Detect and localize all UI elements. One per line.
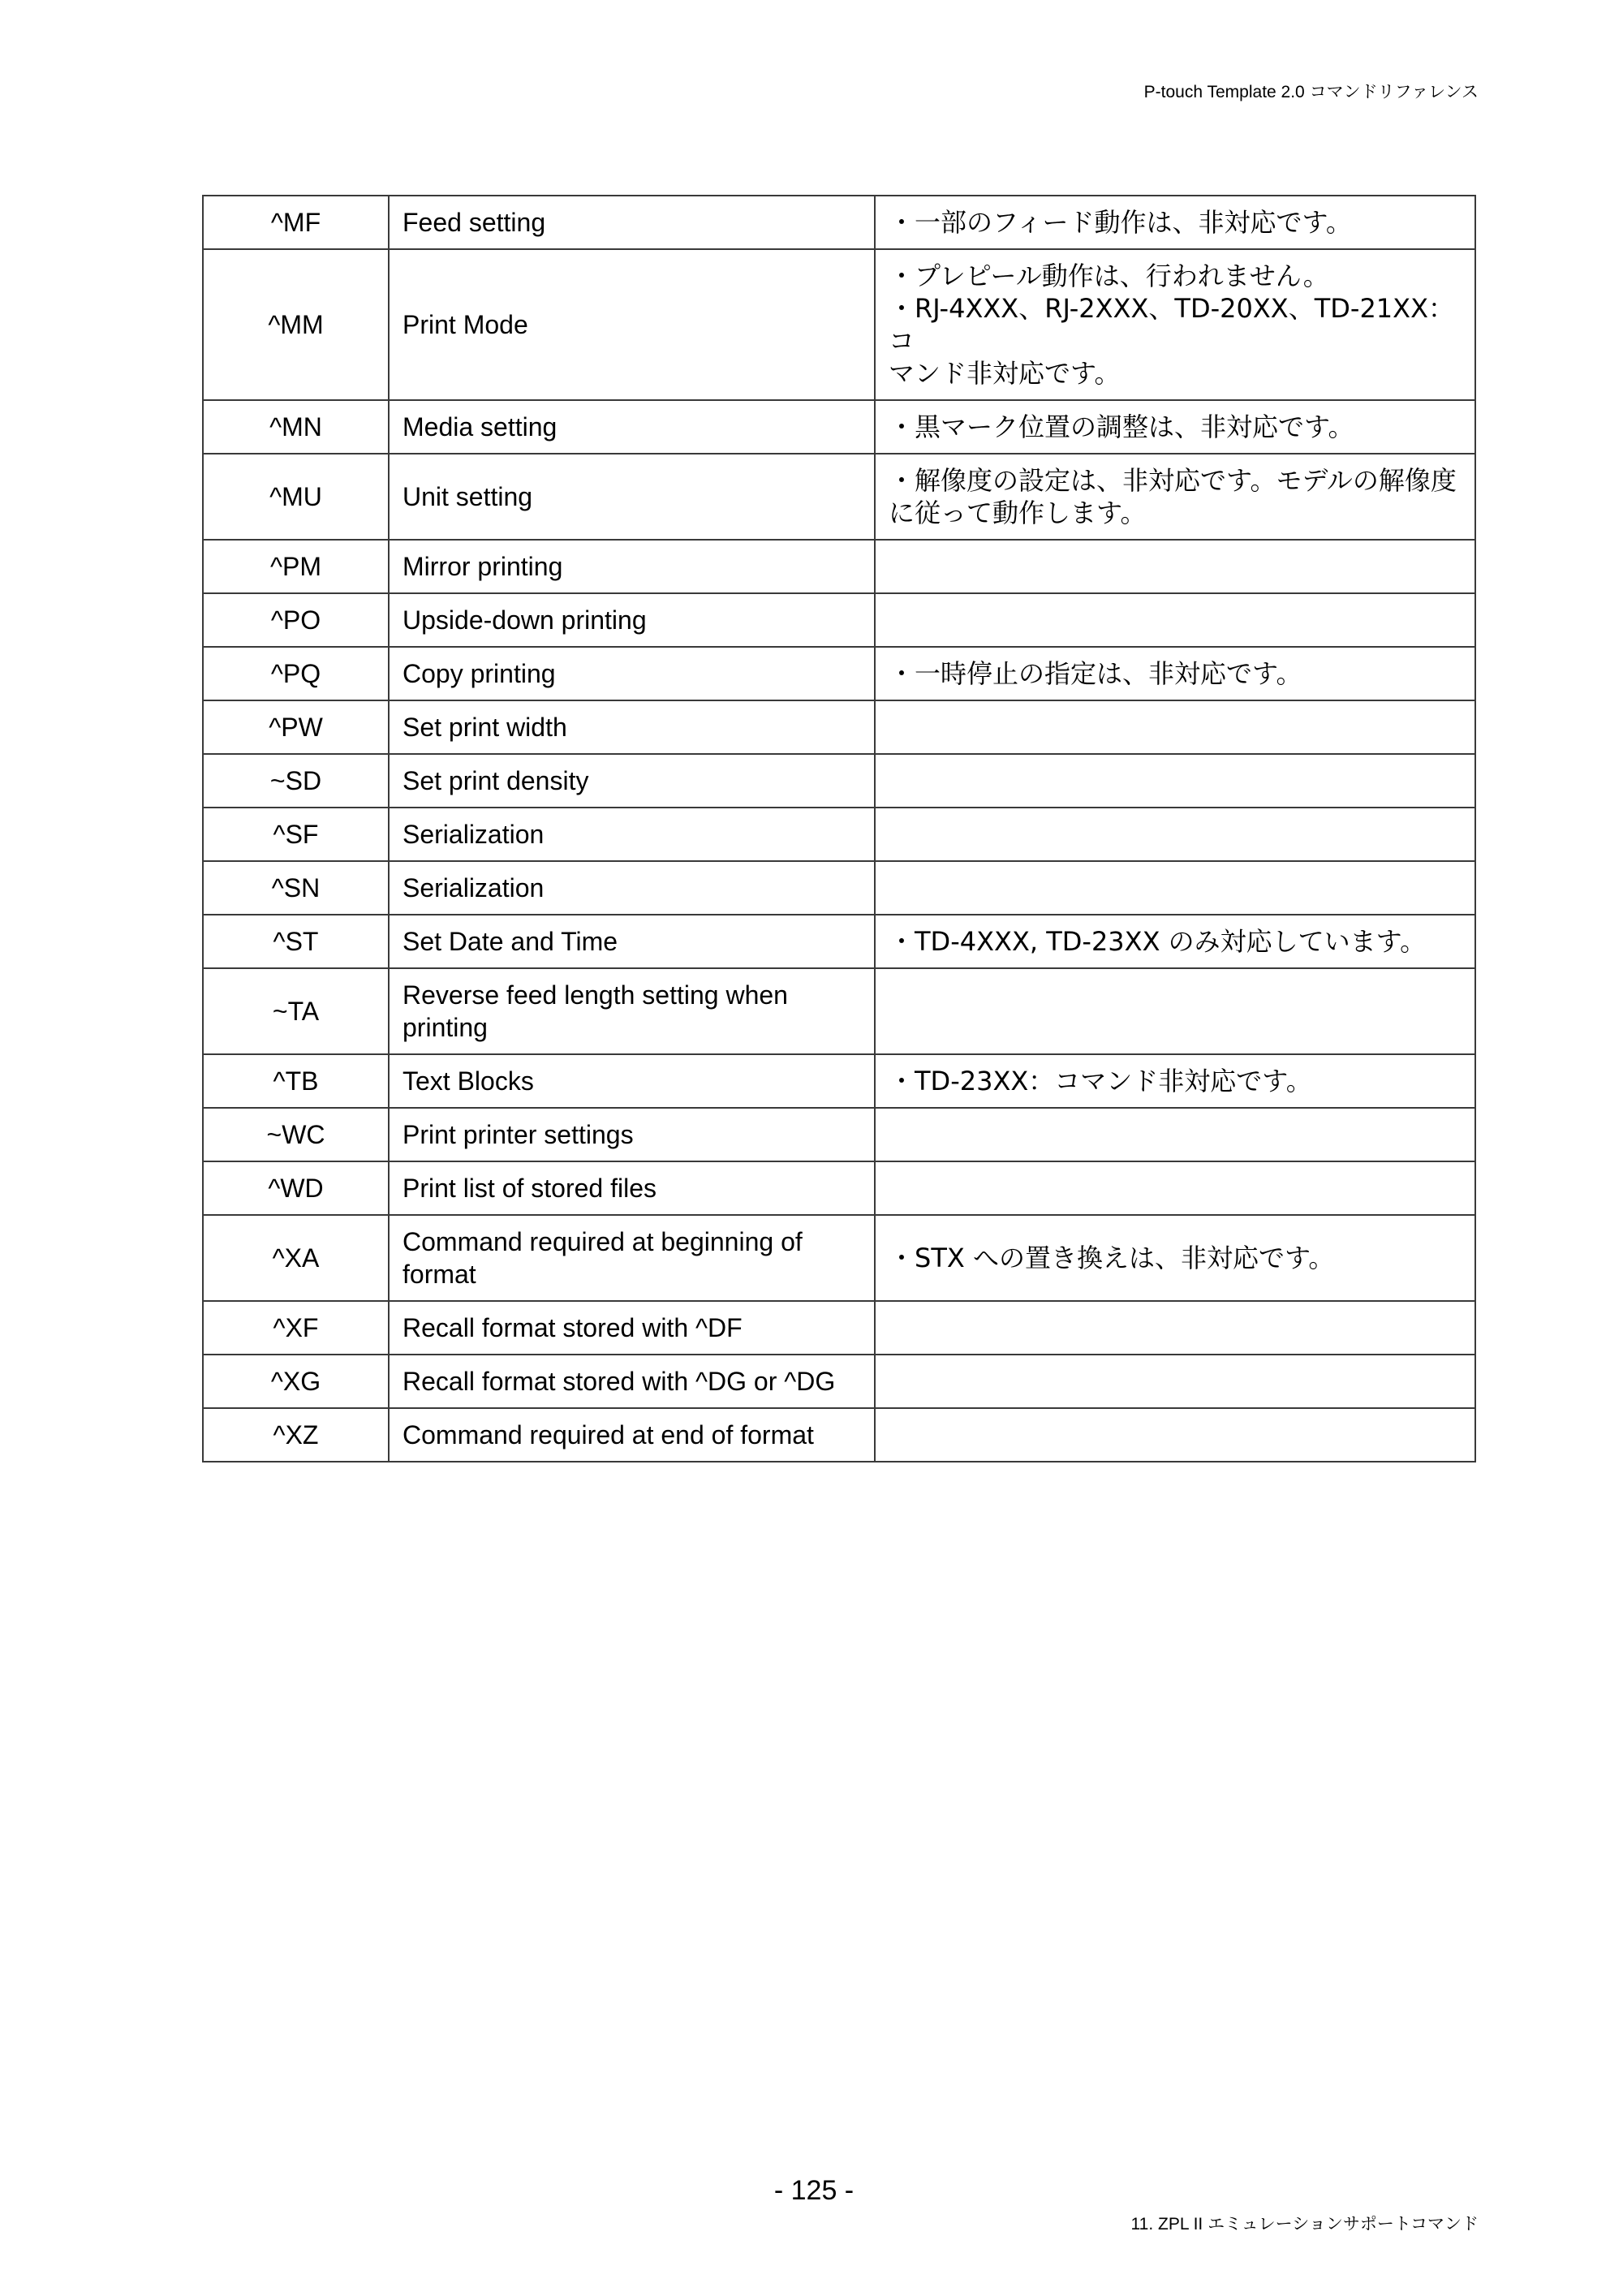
command-code: ~TA [203, 968, 389, 1054]
command-code: ^MM [203, 249, 389, 400]
command-description: Serialization [389, 808, 875, 861]
command-code: ^XZ [203, 1408, 389, 1462]
command-note [875, 1215, 1475, 1301]
command-note [875, 861, 1475, 915]
command-code: ^SN [203, 861, 389, 915]
command-note [875, 1355, 1475, 1408]
table-row [203, 1355, 1475, 1408]
command-description: Print printer settings [389, 1108, 875, 1161]
command-code: ^MN [203, 400, 389, 454]
command-note [875, 968, 1475, 1054]
command-code: ^PO [203, 593, 389, 647]
command-code: ~WC [203, 1108, 389, 1161]
command-note [875, 1054, 1475, 1108]
command-table-body [203, 196, 1475, 1462]
table-row [203, 400, 1475, 454]
note-line: マンド非対応です。 [889, 358, 1121, 389]
table-row [203, 1215, 1475, 1301]
note-line: ・TD-23XX：コマンド非対応です。 [889, 1066, 1312, 1096]
note-line: ・STX への置き換えは、非対応です。 [889, 1243, 1335, 1273]
command-description: Media setting [389, 400, 875, 454]
command-description: Text Blocks [389, 1054, 875, 1108]
command-note [875, 700, 1475, 754]
note-line: ・一部のフィード動作は、非対応です。 [889, 207, 1352, 238]
command-description: Mirror printing [389, 540, 875, 593]
table-row [203, 1161, 1475, 1215]
table-row [203, 968, 1475, 1054]
command-note [875, 196, 1475, 249]
table-row [203, 754, 1475, 808]
command-code: ^SF [203, 808, 389, 861]
command-description: Feed setting [389, 196, 875, 249]
table-row [203, 700, 1475, 754]
command-note [875, 1108, 1475, 1161]
command-code: ^MF [203, 196, 389, 249]
command-note [875, 593, 1475, 647]
table-row [203, 249, 1475, 400]
command-code: ~SD [203, 754, 389, 808]
note-line: ・解像度の設定は、非対応です。モデルの解像度 [889, 465, 1457, 496]
command-note [875, 540, 1475, 593]
command-code: ^XF [203, 1301, 389, 1355]
command-code: ^PM [203, 540, 389, 593]
table-row [203, 915, 1475, 968]
table-row [203, 808, 1475, 861]
command-description: Unit setting [389, 454, 875, 540]
command-code: ^XG [203, 1355, 389, 1408]
table-row [203, 647, 1475, 700]
command-note [875, 454, 1475, 540]
note-line: ・一時停止の指定は、非対応です。 [889, 658, 1302, 689]
command-code: ^MU [203, 454, 389, 540]
note-line: ・RJ-4XXX、RJ-2XXX、TD-20XX、TD-21XX：コ [889, 293, 1455, 356]
table-row [203, 1301, 1475, 1355]
command-description: Print list of stored files [389, 1161, 875, 1215]
table-row [203, 540, 1475, 593]
table-row [203, 196, 1475, 249]
running-header: P-touch Template 2.0 コマンドリファレンス [1143, 83, 1479, 101]
command-description: Command required at end of format [389, 1408, 875, 1462]
command-note [875, 915, 1475, 968]
table-row [203, 593, 1475, 647]
command-note [875, 647, 1475, 700]
note-line: ・プレピール動作は、行われません。 [889, 261, 1329, 291]
command-code: ^WD [203, 1161, 389, 1215]
command-note [875, 400, 1475, 454]
command-description: Set Date and Time [389, 915, 875, 968]
command-description: Serialization [389, 861, 875, 915]
command-note [875, 754, 1475, 808]
command-note [875, 1301, 1475, 1355]
table-row [203, 454, 1475, 540]
command-code: ^XA [203, 1215, 389, 1301]
command-table [202, 195, 1476, 1462]
command-description: Set print density [389, 754, 875, 808]
note-line: ・黒マーク位置の調整は、非対応です。 [889, 411, 1354, 442]
table-row [203, 1108, 1475, 1161]
command-description: Recall format stored with ^DF [389, 1301, 875, 1355]
command-note [875, 1161, 1475, 1215]
table-row [203, 1054, 1475, 1108]
note-line: ・TD-4XXX, TD-23XX のみ対応しています。 [889, 926, 1427, 957]
table-row [203, 861, 1475, 915]
command-note [875, 249, 1475, 400]
command-note [875, 1408, 1475, 1462]
command-description: Reverse feed length setting when printing [389, 968, 875, 1054]
command-description: Print Mode [389, 249, 875, 400]
command-description: Command required at beginning of format [389, 1215, 875, 1301]
running-footer: 11. ZPL II エミュレーションサポートコマンド [1130, 2215, 1479, 2234]
command-note [875, 808, 1475, 861]
page-number: - 125 - [773, 2175, 855, 2206]
command-code: ^PW [203, 700, 389, 754]
command-description: Recall format stored with ^DG or ^DG [389, 1355, 875, 1408]
command-description: Copy printing [389, 647, 875, 700]
command-description: Upside-down printing [389, 593, 875, 647]
command-code: ^TB [203, 1054, 389, 1108]
table-row [203, 1408, 1475, 1462]
command-description: Set print width [389, 700, 875, 754]
note-line: に従って動作します。 [889, 498, 1147, 528]
command-code: ^ST [203, 915, 389, 968]
command-code: ^PQ [203, 647, 389, 700]
